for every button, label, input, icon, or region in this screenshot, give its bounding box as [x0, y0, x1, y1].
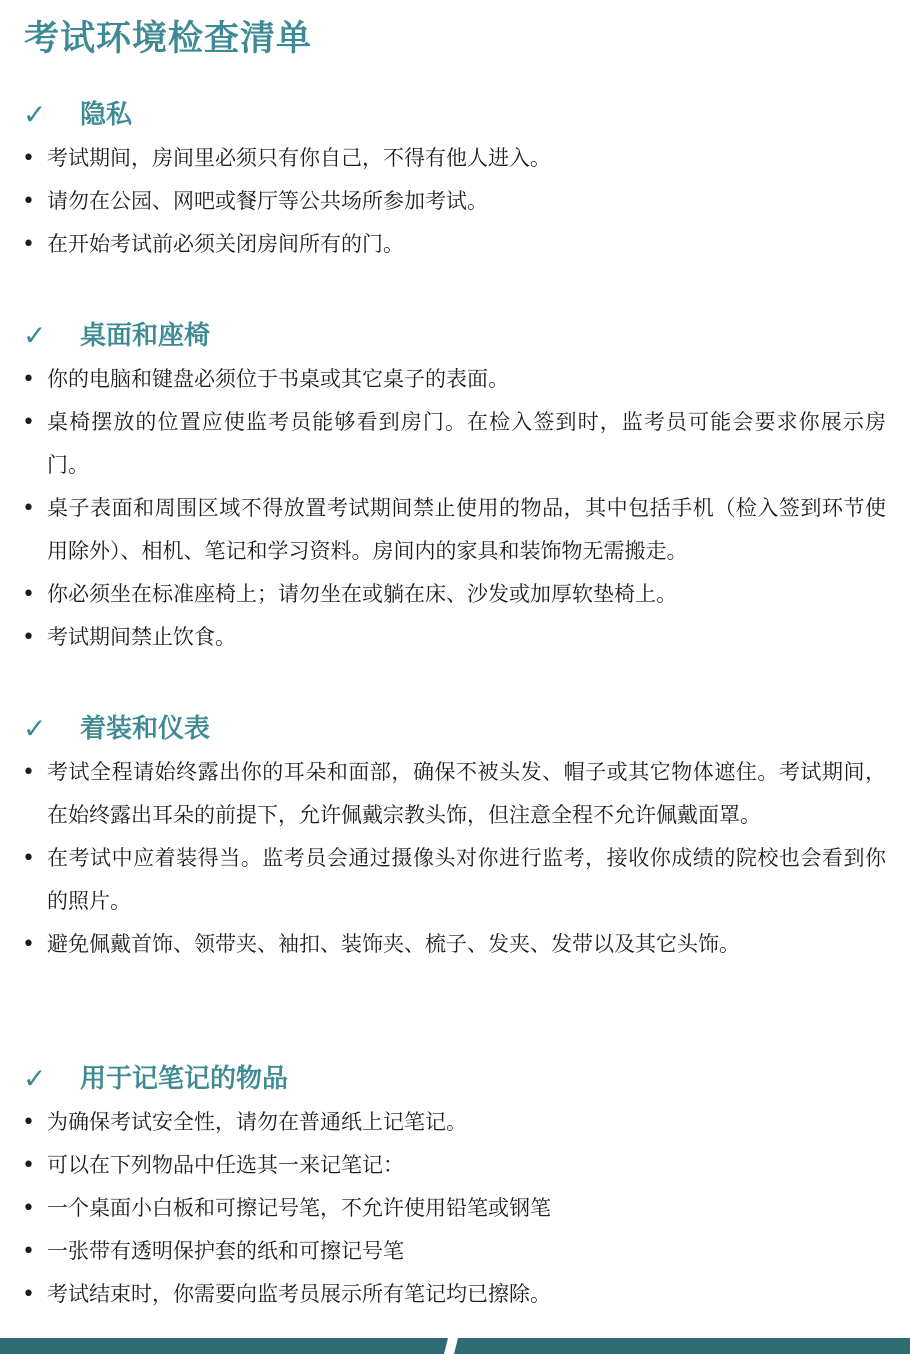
list-item — [0, 923, 910, 966]
bullet-icon: • — [22, 410, 35, 435]
checklist — [0, 751, 910, 966]
bullet-icon: • — [22, 932, 35, 957]
bullet-icon: • — [22, 189, 35, 214]
bullet-icon: • — [22, 625, 35, 650]
list-item — [0, 1101, 910, 1144]
list-item — [0, 573, 910, 616]
item-text: 考试全程请始终露出你的耳朵和面部，确保不被头发、帽子或其它物体遮住。考试期间，在始终露出耳朵的前提下，允许佩戴宗教头饰，但注意全程不允许佩戴面罩。 — [47, 760, 886, 827]
item-text: 考试期间禁止饮食。 — [47, 625, 236, 649]
page-title: 考试环境检查清单 — [24, 19, 313, 59]
list-item — [0, 358, 910, 401]
footer-divider — [444, 1338, 458, 1354]
list-item — [0, 616, 910, 659]
item-text: 考试期间，房间里必须只有你自己，不得有他人进入。 — [47, 146, 551, 170]
list-item — [0, 137, 910, 180]
list-item — [0, 1273, 910, 1316]
list-item — [0, 180, 910, 223]
item-text: 一张带有透明保护套的纸和可擦记号笔 — [47, 1239, 404, 1263]
checklist — [0, 137, 910, 266]
section-header — [0, 314, 910, 358]
bullet-icon: • — [22, 1153, 35, 1178]
bullet-icon: • — [22, 367, 35, 392]
bullet-icon: • — [22, 232, 35, 257]
item-text: 在开始考试前必须关闭房间所有的门。 — [47, 232, 404, 256]
bullet-icon: • — [22, 1196, 35, 1221]
checklist — [0, 1101, 910, 1316]
list-item — [0, 837, 910, 923]
item-text: 你的电脑和键盘必须位于书桌或其它桌子的表面。 — [47, 367, 509, 391]
item-text: 桌子表面和周围区域不得放置考试期间禁止使用的物品，其中包括手机（检入签到环节使用除外）、相机、笔记和学习资料。房间内的家具和装饰物无需搬走。 — [47, 496, 886, 563]
section-privacy — [0, 93, 910, 266]
item-text: 可以在下列物品中任选其一来记笔记： — [47, 1153, 404, 1177]
section-attire — [0, 707, 910, 966]
section-header — [0, 707, 910, 751]
checkmark-icon: ✓ — [23, 1062, 47, 1095]
list-item — [0, 487, 910, 573]
list-item — [0, 1144, 910, 1187]
item-text: 桌椅摆放的位置应使监考员能够看到房门。在检入签到时，监考员可能会要求你展示房门。 — [47, 410, 886, 477]
list-item — [0, 1230, 910, 1273]
section-title: 桌面和座椅 — [80, 321, 211, 351]
bullet-icon: • — [22, 1282, 35, 1307]
section-title: 隐私 — [80, 100, 133, 130]
list-item — [0, 223, 910, 266]
item-text: 在考试中应着装得当。监考员会通过摄像头对你进行监考，接收你成绩的院校也会看到你的照片。 — [47, 846, 886, 913]
bullet-icon: • — [22, 846, 35, 871]
bullet-icon: • — [22, 496, 35, 521]
section-notetaking — [0, 1057, 910, 1316]
item-text: 考试结束时，你需要向监考员展示所有笔记均已擦除。 — [47, 1282, 551, 1306]
item-text: 请勿在公园、网吧或餐厅等公共场所参加考试。 — [47, 189, 488, 213]
bullet-icon: • — [22, 146, 35, 171]
item-text: 一个桌面小白板和可擦记号笔，不允许使用铅笔或钢笔 — [47, 1196, 551, 1220]
list-item — [0, 1187, 910, 1230]
checklist — [0, 358, 910, 659]
checkmark-icon: ✓ — [23, 98, 47, 131]
section-title: 用于记笔记的物品 — [80, 1064, 289, 1094]
checkmark-icon: ✓ — [23, 319, 47, 352]
section-header — [0, 1057, 910, 1101]
footer-bar — [0, 1338, 910, 1354]
bullet-icon: • — [22, 582, 35, 607]
item-text: 你必须坐在标准座椅上；请勿坐在或躺在床、沙发或加厚软垫椅上。 — [47, 582, 677, 606]
bullet-icon: • — [22, 760, 35, 785]
checkmark-icon: ✓ — [23, 712, 47, 745]
item-text: 避免佩戴首饰、领带夹、袖扣、装饰夹、梳子、发夹、发带以及其它头饰。 — [47, 932, 740, 956]
section-header — [0, 93, 910, 137]
section-title: 着装和仪表 — [80, 714, 211, 744]
bullet-icon: • — [22, 1110, 35, 1135]
item-text: 为确保考试安全性，请勿在普通纸上记笔记。 — [47, 1110, 467, 1134]
list-item — [0, 401, 910, 487]
bullet-icon: • — [22, 1239, 35, 1264]
section-desk-and-chair — [0, 314, 910, 659]
list-item — [0, 751, 910, 837]
